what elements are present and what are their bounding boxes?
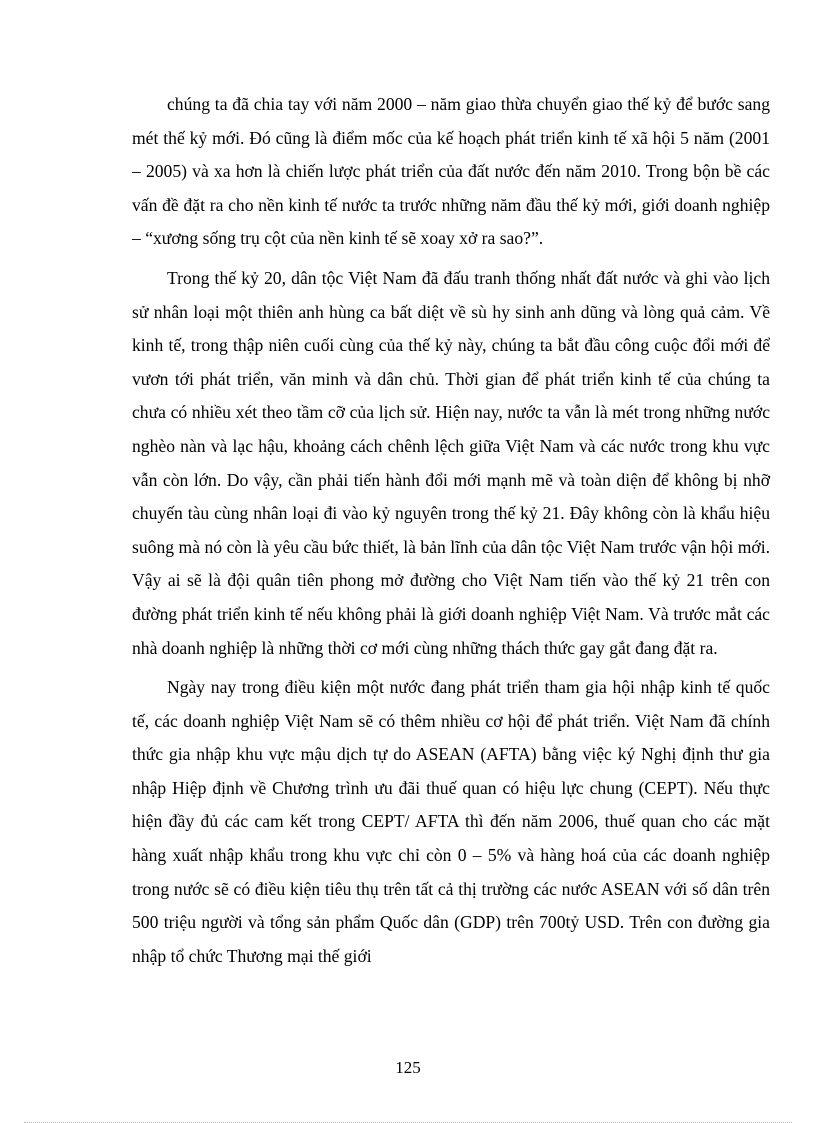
page-number: 125	[395, 1058, 421, 1077]
paragraph-continuation: chúng ta đã chia tay với năm 2000 – năm giao thừa chuyển giao thế kỷ để bước sang mét thế kỷ mới. Đó cũng là điểm mốc của kế hoạch phát triển kinh tế xã hội 5 năm (2001 – 2005) và xa hơn là chiến lược phát triển của đất nước đến năm 2010. Trong bộn bề các vấn đề đặt ra cho nền kinh tế nước ta trước những năm đầu thế kỷ mới, giới doanh nghiệp – “xương sống trụ cột của nền kinh tế sẽ xoay xở ra sao?”.	[132, 94, 770, 249]
paragraph-twentieth-century: Trong thế kỷ 20, dân tộc Việt Nam đã đấu tranh thống nhất đất nước và ghi vào lịch sử nhân loại một thiên anh hùng ca bất diệt về sù hy sinh anh dũng và lòng quả cảm. Về kinh tế, trong thập niên cuối cùng của thế kỷ này, chúng ta bắt đầu công cuộc đổi mới để vươn tới phát triển, văn minh và dân chủ. Thời gian để phát triển kinh tế của chúng ta chưa có nhiều xét theo tầm cỡ của lịch sử. Hiện nay, nước ta vẫn là mét trong những nước nghèo nàn và lạc hậu, khoảng cách chênh lệch giữa Việt Nam và các nước trong khu vực vẫn còn lớn. Do vậy, cần phải tiến hành đổi mới mạnh mẽ và toàn diện để không bị nhỡ chuyến tàu cùng nhân loại đi vào kỷ nguyên trong thế kỷ 21. Đây không còn là khẩu hiệu suông mà nó còn là yêu cầu bức thiết, là bản lĩnh của dân tộc Việt Nam trước vận hội mới. Vậy ai sẽ là đội quân tiên phong mở đường cho Việt Nam tiến vào thế kỷ 21 trên con đường phát triển kinh tế nếu không phải là giới doanh nghiệp Việt Nam. Và trước mắt các nhà doanh nghiệp là những thời cơ mới cùng những thách thức gay gắt đang đặt ra.	[132, 267, 770, 658]
paragraph-integration: Ngày nay trong điều kiện một nước đang phát triển tham gia hội nhập kinh tế quốc tế, các doanh nghiệp Việt Nam sẽ có thêm nhiều cơ hội để phát triển. Việt Nam đã chính thức gia nhập khu vực mậu dịch tự do ASEAN (AFTA) bằng việc ký Nghị định thư gia nhập Hiệp định về Chương trình ưu đãi thuế quan có hiệu lực chung (CEPT). Nếu thực hiện đầy đủ các cam kết trong CEPT/ AFTA thì đến năm 2006, thuế quan cho các mặt hàng xuất nhập khẩu trong khu vực chỉ còn 0 – 5% và hàng hoá của các doanh nghiệp trong nước sẽ có điều kiện tiêu thụ trên tất cả thị trường các nước ASEAN với số dân trên 500 triệu người và tổng sản phẩm Quốc dân (GDP) trên 700tỷ USD. Trên con đường gia nhập tổ chức Thương mại thế giới	[132, 677, 770, 966]
page-body	[132, 88, 770, 979]
